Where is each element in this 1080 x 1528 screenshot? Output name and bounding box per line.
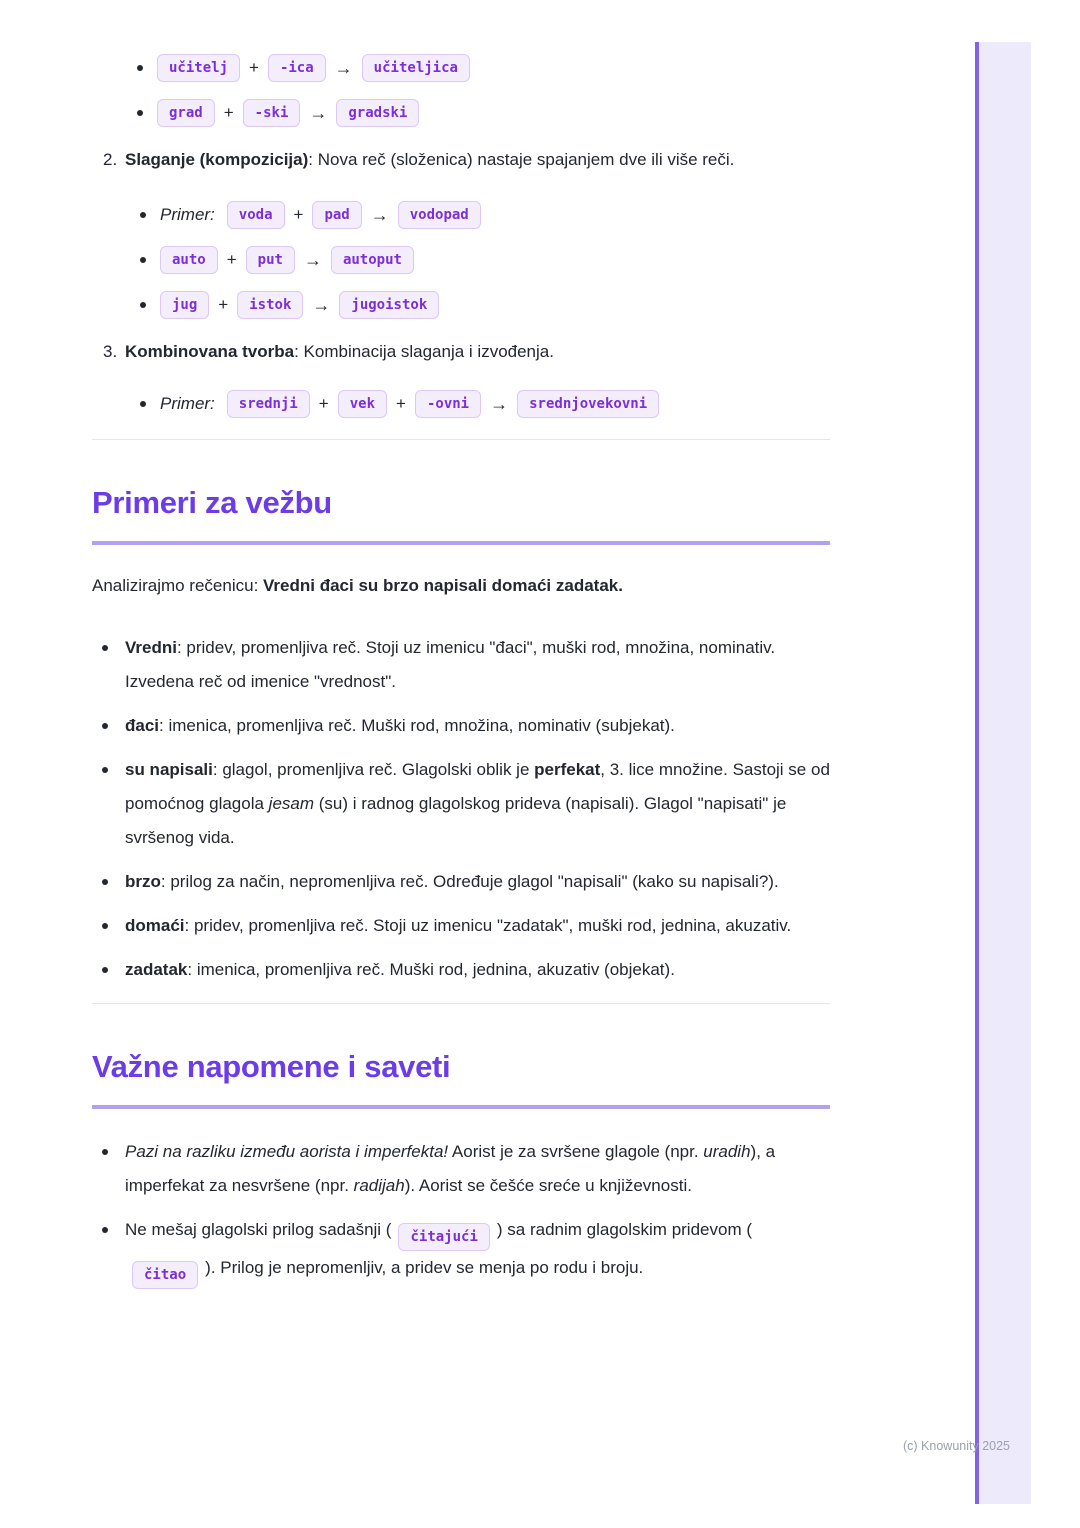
list-item [125,201,830,229]
section-title-practice: Primeri za vežbu [92,485,332,520]
word-chip: vodopad [398,201,481,229]
combined-example-list [125,390,830,418]
copyright-note: (c) Knowunity 2025 [903,1439,1011,1453]
arrow-operator: → [309,102,328,123]
document-content [92,0,830,1299]
intro-text: Analizirajmo rečenicu: [92,576,264,595]
word-chip: voda [227,201,285,229]
text-run: Aorist je za svršene glagole (npr. [448,1142,704,1161]
word-chip: učiteljica [362,54,470,82]
word-chip: auto [160,246,218,274]
analysis-item [92,909,830,943]
plus-operator: + [318,394,329,413]
analysis-list [92,631,830,987]
plus-operator: + [396,394,406,413]
word-chip: vek [338,390,387,418]
term: đaci [125,716,160,735]
title-underline [92,1105,830,1109]
text-run: ). Prilog je nepromenljiv, a pridev se menja po rodu i broju. [205,1258,644,1277]
term: domaći [125,916,185,935]
plus-operator: + [223,103,234,122]
term: Vredni [125,638,177,657]
note-item [92,1135,830,1203]
item-term: Slaganje (kompozicija) [125,150,309,169]
plus-operator: + [293,205,304,224]
suffix-examples-list [92,54,830,127]
term: zadatak [125,960,188,979]
notes-list [92,1135,830,1289]
arrow-operator: → [303,249,322,270]
arrow-operator: → [334,57,353,78]
plus-operator: + [218,295,229,314]
section-title-notes: Važne napomene i saveti [92,1049,451,1084]
term: brzo [125,872,161,891]
numbered-item-slaganje [92,144,830,319]
italic-run: Pazi na razliku između aorista i imperfekta! [125,1142,449,1161]
word-chip: grad [157,99,215,127]
term: su napisali [125,760,213,779]
text-run: ), a imperfekat za nesvršene (npr. [125,1142,776,1195]
word-chip: autoput [331,246,414,274]
text-run: (su) i radnog glagolskog prideva (napisali). Glagol "napisati" je svršenog vida. [125,794,787,847]
arrow-operator: → [312,294,331,315]
plus-operator: + [249,58,259,77]
word-chip: put [246,246,295,274]
composition-examples-list [125,201,830,319]
text-run: , 3. lice množine. Sastoji se od pomoćnog glagola [125,760,830,813]
analysis-item [92,709,830,743]
text-run: : prilog za način, nepromenljiva reč. Određuje glagol "napisali" (kako su napisali?). [160,872,779,891]
analysis-item [92,953,830,987]
word-chip: jug [160,291,209,319]
arrow-operator: → [370,204,389,225]
word-chip: gradski [336,99,419,127]
text-run: : pridev, promenljiva reč. Stoji uz imenicu "zadatak", muški rod, jednina, akuzativ. [184,916,792,935]
primer-label: Primer: [160,394,215,413]
item-number: 3. [103,342,118,361]
analysis-item [92,753,830,855]
text-run: ) sa radnim glagolskim pridevom ( [496,1220,752,1239]
text-run: : imenica, promenljiva reč. Muški rod, množina, nominativ (subjekat). [159,716,675,735]
intro-sentence: Vredni đaci su brzo napisali domaći zadatak. [263,576,623,595]
arrow-operator: → [490,393,509,414]
text-run: ). Aorist se češće sreće u književnosti. [404,1176,692,1195]
text-run: : imenica, promenljiva reč. Muški rod, jednina, akuzativ (objekat). [187,960,675,979]
word-chip: srednji [227,390,310,418]
analysis-item [92,631,830,699]
list-item [125,246,830,274]
item-paragraph [125,336,830,367]
title-underline [92,541,830,545]
text-run: : pridev, promenljiva reč. Stoji uz imenicu "đaci", muški rod, množina, nominativ. Izvedena reč od imenice "vrednost". [125,638,776,691]
word-chip: pad [312,201,361,229]
numbered-item-kombinovana [92,336,830,418]
word-chip: učitelj [157,54,240,82]
list-item [92,54,830,82]
word-chip: -ica [268,54,326,82]
item-text: : Kombinacija slaganja i izvođenja. [294,342,554,361]
list-item [125,291,830,319]
plus-operator: + [226,250,237,269]
analysis-item [92,865,830,899]
intro-paragraph [92,570,830,601]
text-run: Ne mešaj glagolski prilog sadašnji ( [125,1220,392,1239]
item-term: Kombinovana tvorba [125,342,295,361]
text-run: : glagol, promenljiva reč. Glagolski oblik je [212,760,535,779]
italic-run: radijah [353,1176,405,1195]
italic-run: uradih [703,1142,751,1161]
section-divider [92,1003,830,1004]
word-chip: srednjovekovni [517,390,659,418]
word-chip: -ski [243,99,301,127]
list-item [125,390,830,418]
word-chip: čitao [132,1261,198,1289]
primer-label: Primer: [160,205,215,224]
section-divider [92,439,830,440]
note-item [92,1213,830,1289]
word-chip: čitajući [398,1223,489,1251]
item-paragraph [125,144,830,175]
bold-run: perfekat [534,760,601,779]
list-item [92,99,830,127]
word-chip: -ovni [415,390,481,418]
word-chip: jugoistok [339,291,439,319]
page-edge-strip [979,42,1031,1504]
italic-run: jesam [268,794,315,813]
word-chip: istok [237,291,303,319]
item-text: : Nova reč (složenica) nastaje spajanjem dve ili više reči. [308,150,735,169]
item-number: 2. [103,150,118,169]
